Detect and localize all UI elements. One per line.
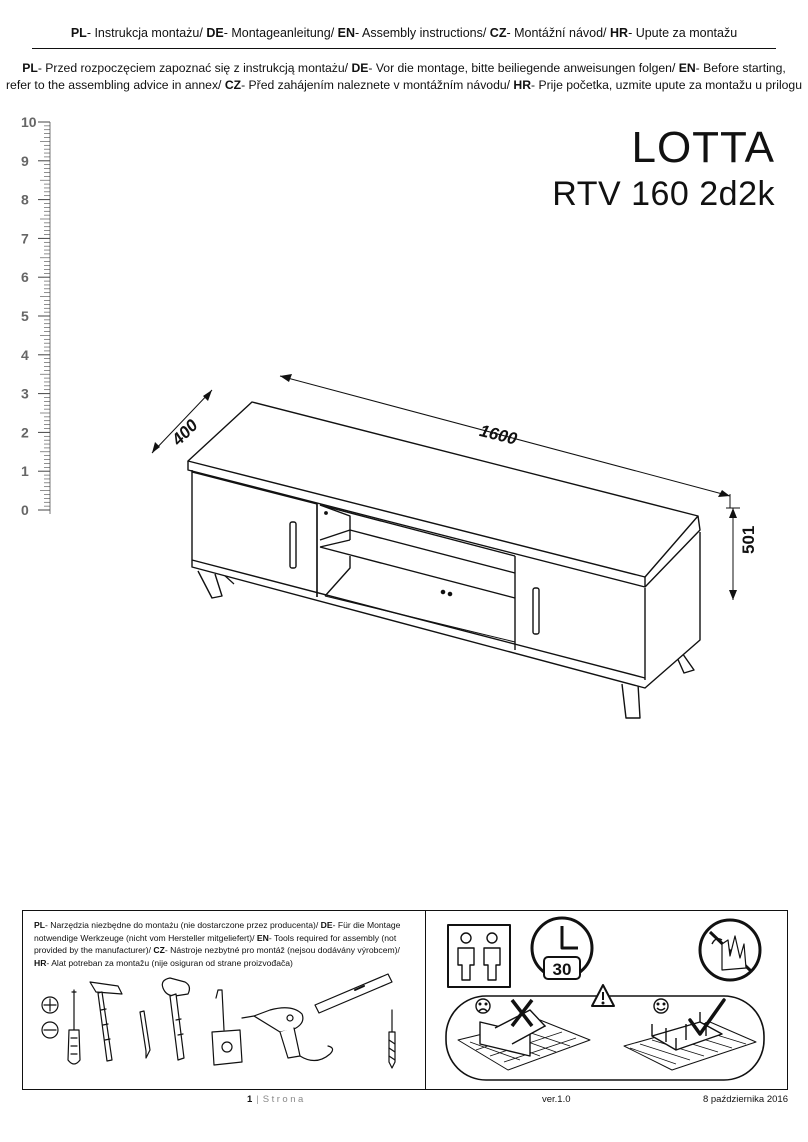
text-segment: - Für die Montage	[332, 920, 401, 930]
language-code: PL	[22, 61, 38, 75]
clock-icon	[532, 918, 592, 979]
tools-illustration	[30, 970, 425, 1085]
flat-screw-icon	[42, 1022, 58, 1038]
ruler-label: 0	[21, 502, 29, 518]
text-segment: - Vor die montage, bitte beiliegende anweisungen folgen/	[368, 61, 679, 75]
spirit-level-icon	[315, 974, 392, 1013]
page-number: 1	[247, 1094, 253, 1105]
language-code: DE	[320, 920, 333, 930]
language-code: PL	[34, 920, 45, 930]
language-code: EN	[337, 26, 356, 40]
phillips-screw-icon	[42, 997, 58, 1013]
width-dimension-label: 1600	[477, 421, 519, 449]
text-segment: - Nástroje nezbytné pro montáž (nejsou dodávány výrobcem)/	[164, 945, 400, 956]
happy-face-icon	[654, 999, 668, 1013]
page-word: Strona	[262, 1094, 306, 1105]
ruler-label: 3	[21, 385, 29, 402]
product-name: LOTTA	[631, 123, 775, 172]
tools-text-line	[34, 944, 419, 957]
two-persons-icon	[448, 925, 510, 987]
document-date: 8 października 2016	[702, 1094, 788, 1105]
screwdriver-icon	[68, 990, 80, 1064]
header-divider	[32, 48, 776, 49]
intro-line-2	[0, 77, 808, 93]
tools-required-text	[34, 919, 419, 969]
text-segment: - Prije početka, uzmite upute za montažu u prilogu	[531, 78, 802, 92]
language-code: DE	[351, 61, 369, 75]
text-segment: - Tools required for assembly (not	[268, 932, 397, 943]
hammer-icon	[90, 982, 122, 1061]
ruler-label: 2	[21, 424, 29, 441]
text-segment: - Instrukcja montażu/	[86, 26, 207, 40]
panel-divider	[425, 910, 426, 1090]
tools-text-line	[34, 957, 419, 970]
text-segment: - Montageanleitung/	[223, 26, 338, 40]
text-segment: - Przed rozpoczęciem zapoznać się z instrukcją montażu/	[37, 61, 352, 75]
language-code: CZ	[153, 945, 165, 956]
language-code: CZ	[489, 26, 507, 40]
depth-dimension-label: 400	[168, 415, 202, 450]
tools-text-line	[34, 932, 419, 945]
text-segment: - Upute za montažu	[628, 26, 738, 40]
page-separator: |	[256, 1094, 259, 1105]
text-segment: - Alat potreban za montažu (nije osiguran od strane proizvođača)	[46, 957, 293, 968]
language-code: HR	[513, 78, 532, 92]
pencil-icon	[140, 1011, 150, 1058]
drill-bit-icon	[389, 1010, 395, 1068]
tv-cabinet-drawing	[130, 350, 770, 730]
ruler-label: 9	[21, 152, 29, 169]
language-code: EN	[678, 61, 696, 75]
tape-measure-icon	[212, 990, 242, 1065]
language-code: HR	[610, 26, 629, 40]
drill-icon	[242, 1008, 333, 1061]
language-code: CZ	[224, 78, 242, 92]
text-segment: - Před zahájením naleznete v montážním návodu/	[241, 78, 514, 92]
height-dimension-label: 501	[739, 525, 758, 554]
text-segment: - Montážní návod/	[506, 26, 610, 40]
ruler-label: 6	[21, 269, 29, 286]
assembly-time-label: 30	[552, 960, 572, 979]
text-segment: - Before starting,	[695, 61, 786, 75]
intro-line-1	[0, 60, 808, 76]
document-version: ver.1.0	[542, 1094, 571, 1105]
page-indicator	[247, 1094, 306, 1105]
language-code: HR	[34, 957, 47, 968]
language-code: PL	[70, 26, 87, 40]
correct-carpet-illustration	[624, 1000, 756, 1070]
language-code: EN	[256, 932, 269, 943]
ruler-label: 7	[21, 230, 29, 247]
ruler-label: 10	[21, 114, 37, 130]
safety-illustrations	[428, 912, 786, 1088]
text-segment: notwendige Werkzeuge (nicht vom Hersteller mitgeliefert)/	[34, 932, 257, 943]
no-glue-icon	[700, 920, 760, 980]
product-model: RTV 160 2d2k	[552, 175, 775, 213]
text-segment: - Assembly instructions/	[355, 26, 490, 40]
header-title	[0, 26, 808, 40]
scale-ruler	[20, 112, 70, 522]
sad-face-icon	[476, 999, 490, 1013]
ruler-label: 5	[21, 308, 29, 324]
tools-text-line	[34, 919, 419, 932]
text-segment: refer to the assembling advice in annex/	[5, 78, 225, 92]
ruler-label: 8	[21, 191, 29, 208]
text-segment: provided by the manufacturer)/	[34, 945, 154, 956]
mallet-icon	[162, 978, 189, 1060]
language-code: DE	[206, 26, 224, 40]
ruler-label: 4	[21, 346, 29, 363]
ruler-label: 1	[21, 463, 29, 480]
text-segment: - Narzędzia niezbędne do montażu (nie dostarczone przez producenta)/	[44, 920, 321, 930]
